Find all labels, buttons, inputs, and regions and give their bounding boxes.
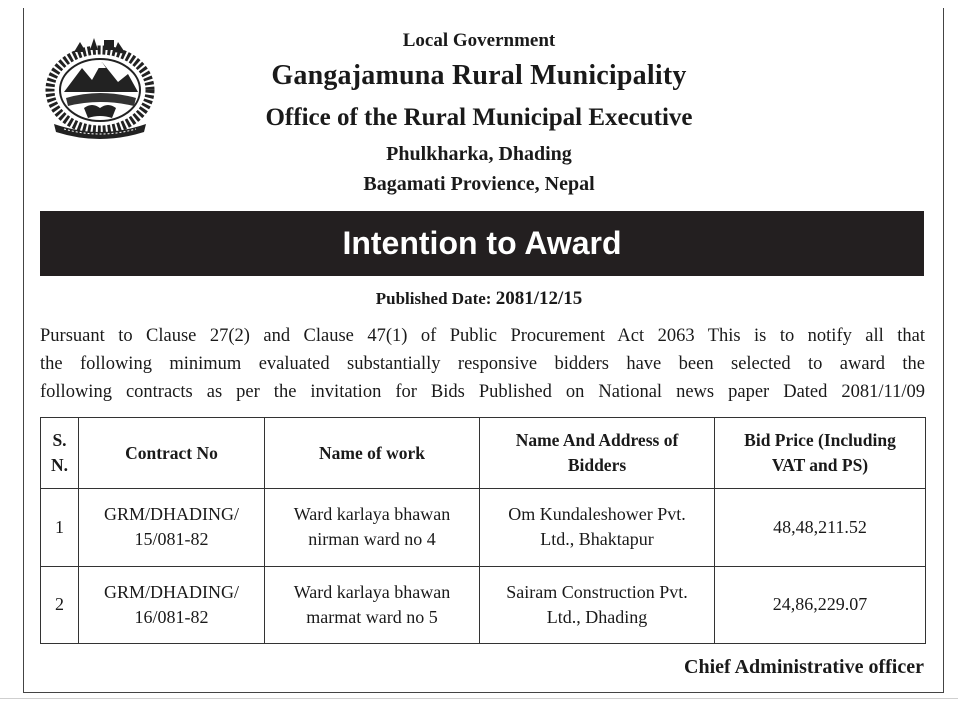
published-date (0, 288, 958, 310)
cell-name-of-work: Ward karlaya bhawan marmat ward no 5 (265, 566, 480, 644)
cell-bid-price: 24,86,229.07 (715, 566, 926, 644)
notice-line: Pursuant to Clause 27(2) and Clause 47(1) of Public Procurement Act 2063 This is to notify all that (40, 326, 925, 346)
cell-sn: 2 (41, 566, 79, 644)
cell-bid-price: 48,48,211.52 (715, 489, 926, 567)
notice-title: Intention to Award (342, 225, 622, 261)
cell-contract-no: GRM/DHADING/ 15/081-82 (79, 489, 265, 567)
header-province: Bagamati Provience, Nepal (363, 173, 595, 195)
notice-line: the following minimum evaluated substantially responsive bidders have been selected to award the (40, 354, 925, 374)
cell-name-of-work: Ward karlaya bhawan nirman ward no 4 (265, 489, 480, 567)
column-header-contract-no: Contract No (79, 418, 265, 489)
column-header-bid-price: Bid Price (Including VAT and PS) (715, 418, 926, 489)
page-bottom-rule (0, 698, 958, 699)
table-row (41, 566, 926, 644)
column-header-sn: S. N. (41, 418, 79, 489)
cell-bidder: Om Kundaleshower Pvt. Ltd., Bhaktapur (480, 489, 715, 567)
cell-bidder: Sairam Construction Pvt. Ltd., Dhading (480, 566, 715, 644)
table-row (41, 489, 926, 567)
published-date-value: 2081/12/15 (495, 288, 583, 309)
table-header-row (41, 418, 926, 489)
notice-line: following contracts as per the invitation for Bids Published on National news paper Dated 2081/11/09 (40, 382, 925, 402)
column-header-bidder: Name And Address of Bidders (480, 418, 715, 489)
notice-title-banner (40, 211, 924, 276)
signoff-title: Chief Administrative officer (684, 656, 924, 678)
cell-contract-no: GRM/DHADING/ 16/081-82 (79, 566, 265, 644)
cell-sn: 1 (41, 489, 79, 567)
notice-paragraph (40, 322, 925, 406)
award-table (40, 417, 926, 644)
header-place: Phulkharka, Dhading (386, 143, 572, 165)
column-header-name-of-work: Name of work (265, 418, 480, 489)
header-local-government: Local Government (402, 30, 556, 51)
published-date-label: Published Date: (375, 289, 492, 308)
header-municipality-name: Gangajamuna Rural Municipality (271, 60, 687, 91)
header-office-name: Office of the Rural Municipal Executive (265, 104, 693, 131)
